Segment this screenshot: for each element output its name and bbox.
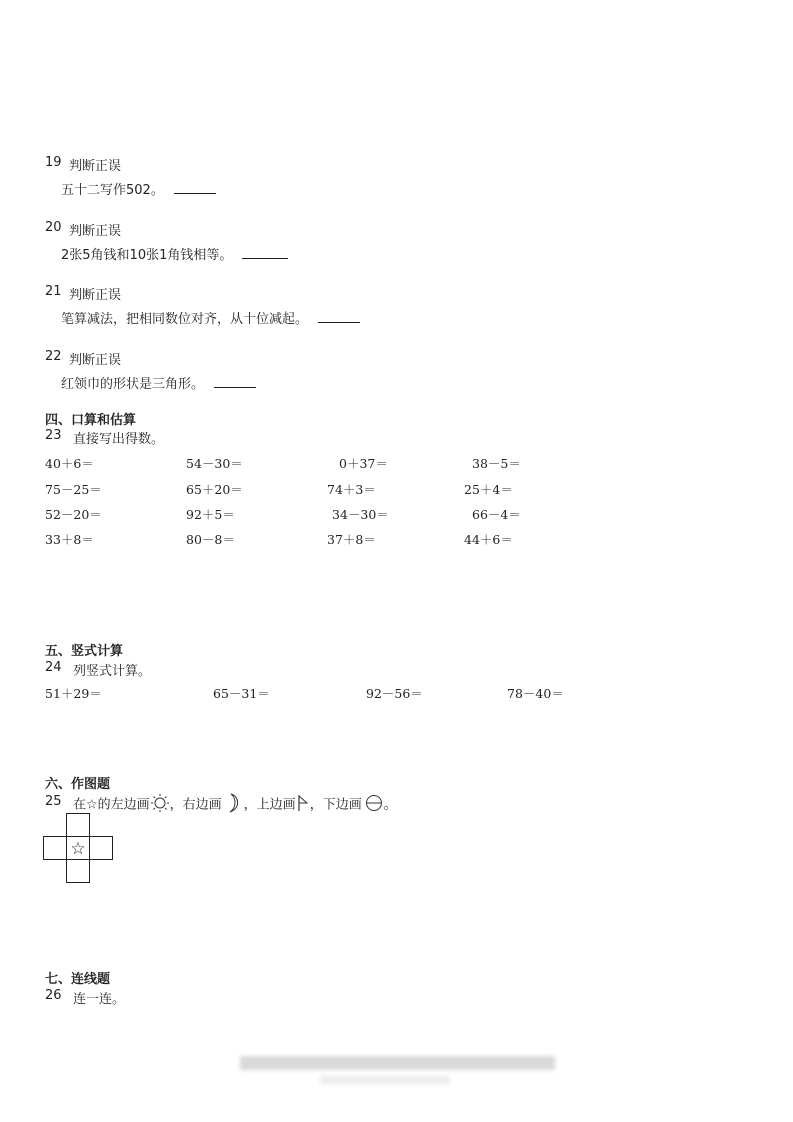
question-23-number: 23 (45, 428, 62, 443)
question-20-title: 判断正误 (69, 224, 122, 239)
question-22-title: 判断正误 (69, 353, 122, 368)
calc-item: 40＋6＝ (45, 456, 94, 471)
question-20-statement (61, 244, 288, 263)
circle-line-icon (364, 793, 384, 817)
question-19-title: 判断正误 (69, 159, 122, 174)
calc-item: 44＋6＝ (464, 532, 513, 547)
question-22-statement (61, 373, 256, 392)
calc-item: 54－30＝ (186, 456, 243, 471)
question-25-part1: 在☆的左边画 (73, 797, 150, 813)
question-25-text (73, 792, 397, 818)
question-21-number: 21 (45, 284, 62, 299)
question-26-number: 26 (45, 988, 62, 1003)
question-24-number: 24 (45, 660, 62, 675)
question-21-text: 笔算减法，把相同数位对齐，从十位减起。 (61, 312, 309, 327)
question-19-statement (61, 179, 216, 198)
calc-item: 75－25＝ (45, 482, 102, 497)
grid-cell-bottom[interactable] (67, 860, 90, 883)
vertical-calc-item: 51＋29＝ (45, 686, 102, 701)
question-25-end: 。 (383, 797, 397, 813)
grid-cell-right[interactable] (90, 837, 113, 860)
question-26-text: 连一连。 (73, 992, 126, 1007)
answer-blank-22[interactable] (214, 377, 256, 388)
sun-icon (150, 793, 170, 817)
calc-item: 65＋20＝ (186, 482, 243, 497)
calc-item: 52－20＝ (45, 507, 102, 522)
vertical-calc-item: 65－31＝ (213, 686, 270, 701)
question-22-number: 22 (45, 349, 62, 364)
question-22-text: 红领巾的形状是三角形。 (61, 377, 205, 392)
blurred-watermark-line (320, 1076, 450, 1084)
section-6-heading: 六、作图题 (45, 777, 111, 792)
calc-item: 80－8＝ (186, 532, 235, 547)
moon-icon (226, 792, 244, 818)
section-4-heading: 四、口算和估算 (45, 413, 137, 428)
question-24-text: 列竖式计算。 (73, 664, 152, 679)
grid-cell-left[interactable] (44, 837, 67, 860)
question-19-number: 19 (45, 155, 62, 170)
question-25-part2: ，右边画 (169, 797, 222, 813)
question-23-text: 直接写出得数。 (73, 432, 165, 447)
vertical-calc-item: 92－56＝ (366, 686, 423, 701)
calc-item: 92＋5＝ (186, 507, 235, 522)
question-19-text: 五十二写作502。 (61, 183, 164, 198)
calc-item: 66－4＝ (472, 507, 521, 522)
question-25-part3: ，上边画 (243, 797, 296, 813)
vertical-calc-item: 78－40＝ (507, 686, 564, 701)
answer-blank-21[interactable] (318, 312, 360, 323)
calc-item: 37＋8＝ (327, 532, 376, 547)
answer-blank-20[interactable] (242, 248, 288, 259)
blurred-watermark (240, 1056, 555, 1070)
answer-blank-19[interactable] (174, 183, 216, 194)
calc-item: 25＋4＝ (464, 482, 513, 497)
flag-icon (296, 793, 310, 817)
calc-item: 34－30＝ (332, 507, 389, 522)
question-21-statement (61, 308, 360, 327)
calc-item: 33＋8＝ (45, 532, 94, 547)
calc-item: 74＋3＝ (327, 482, 376, 497)
grid-cell-top[interactable] (67, 814, 90, 837)
star-icon: ☆ (70, 839, 86, 859)
question-25-number: 25 (45, 794, 62, 809)
calc-item: 38－5＝ (472, 456, 521, 471)
question-21-title: 判断正误 (69, 288, 122, 303)
section-5-heading: 五、竖式计算 (45, 644, 124, 659)
question-25-part4: ，下边画 (309, 797, 362, 813)
calc-item: 0＋37＝ (339, 456, 388, 471)
section-7-heading: 七、连线题 (45, 972, 111, 987)
question-20-number: 20 (45, 220, 62, 235)
question-20-text: 2张5角钱和10张1角钱相等。 (61, 248, 233, 263)
